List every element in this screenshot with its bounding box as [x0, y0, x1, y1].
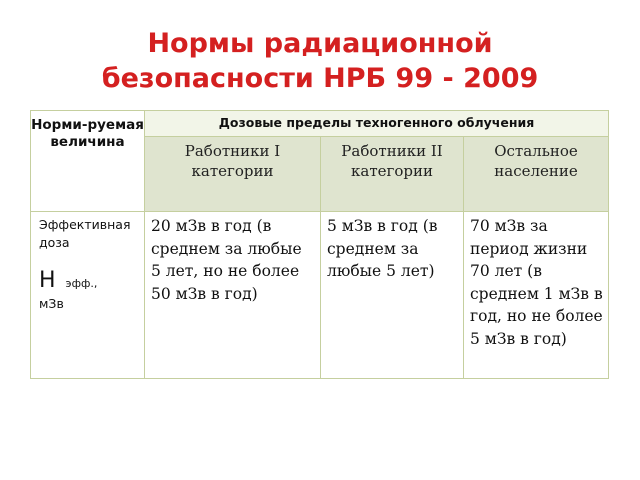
dose-symbol-main: Н	[39, 268, 56, 293]
table-row	[31, 212, 609, 379]
header-normalized-quantity: Норми-руемая величина	[31, 111, 145, 212]
slide-title	[0, 26, 640, 96]
value-workers-cat-2: 5 мЗв в год (в среднем за любые 5 лет)	[321, 212, 464, 379]
title-line-2: безопасности НРБ 99 - 2009	[101, 63, 539, 94]
row-label-text: Эффективная доза	[39, 217, 131, 250]
radiation-norms-table	[30, 110, 609, 379]
value-population: 70 мЗв за период жизни 70 лет (в среднем 1 мЗв в год, но не более 5 мЗв в год)	[464, 212, 609, 379]
value-workers-cat-1: 20 мЗв в год (в среднем за любые 5 лет, но не более 50 мЗв в год)	[145, 212, 321, 379]
dose-symbol	[39, 270, 144, 295]
column-header-population: Остальное население	[464, 137, 609, 212]
dose-symbol-sub: эфф.,	[65, 277, 98, 290]
column-header-workers-cat-2: Работники II категории	[321, 137, 464, 212]
column-header-workers-cat-1: Работники I категории	[145, 137, 321, 212]
dose-unit: мЗв	[39, 296, 64, 311]
title-line-1: Нормы радиационной	[147, 28, 493, 59]
row-label-effective-dose	[31, 212, 145, 379]
header-dose-limits: Дозовые пределы техногенного облучения	[145, 111, 609, 137]
